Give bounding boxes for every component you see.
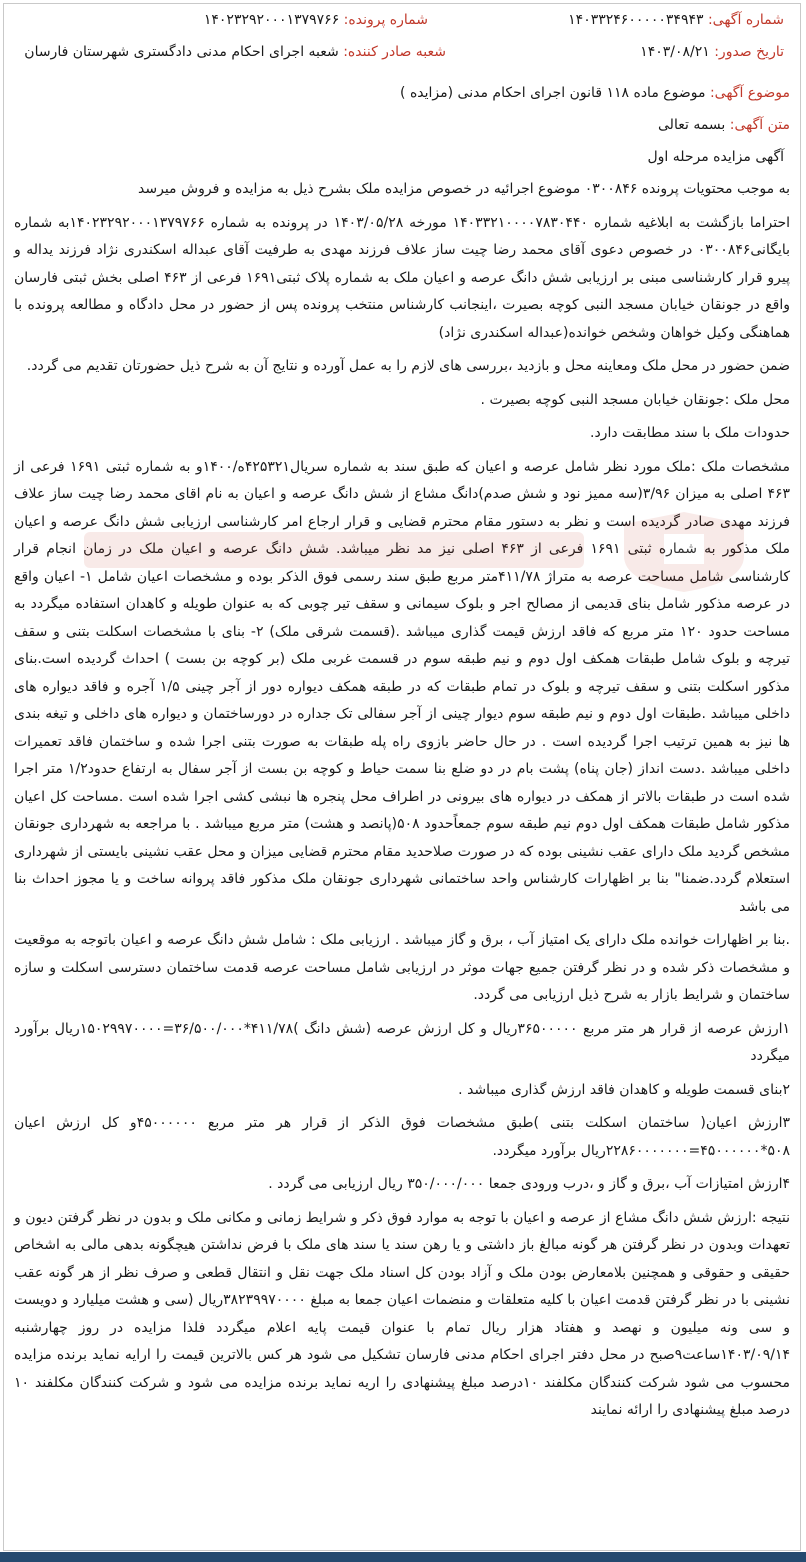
subject-value: موضوع ماده ۱۱۸ قانون اجرای احکام مدنی (مزایده ): [400, 85, 706, 101]
paragraph-inspection: ضمن حضور در محل ملک ومعاینه محل و بازدید ،بررسی های لازم را به عمل آورده و نتایج آن به شرح ذیل حضورتان تقدیم می گردد.: [26, 358, 790, 374]
issue-date: [640, 36, 784, 68]
issuer-value: شعبه اجرای احکام مدنی دادگستری شهرستان فارسان: [24, 44, 339, 60]
paragraph-utilities: ۴ارزش امتیازات آب ،برق و گاز و ،درب ورودی جمعا ۳۵۰/۰۰۰/۰۰۰ ریال ارزیابی می گردد .: [268, 1176, 790, 1192]
paragraph-stable: ۲بنای قسمت طویله و کاهدان فاقد ارزش گذاری میباشد .: [458, 1081, 790, 1098]
issuer-label: شعبه صادر کننده:: [343, 44, 446, 60]
header-row-1: [14, 4, 790, 36]
subject-label: موضوع آگهی:: [709, 85, 790, 101]
paragraph-boundaries: حدودات ملک با سند مطابقت دارد.: [590, 425, 790, 441]
bottom-bar: [0, 1552, 806, 1562]
notice-title: آگهی مزایده مرحله اول: [647, 149, 784, 165]
subject-line: [14, 80, 790, 106]
notice-content: [4, 4, 800, 1425]
header-row-2: [14, 36, 790, 68]
issue-date-label: تاریخ صدور:: [714, 44, 784, 60]
case-number: [204, 4, 428, 36]
paragraph-reference: احتراما بازگشت به ابلاغیه شماره ۱۴۰۳۳۲۱۰۰۰۰۷۸۳۰۴۴۰ مورخه ۱۴۰۳/۰۵/۲۸ در پرونده به شماره ۱۴۰۲۳۲۹۲۰۰۰۱۳۷۹۷۶۶به شماره بایگانی۰۳۰۰۸۴۶ در خصوص دعوی آقای محمد رضا چیت ساز علاف فرزند مهدی به طرفیت آقای عبداله اسکندری نژاد فرزند یداله و پیرو قرار کارشناسی مبنی بر ارزیابی شش دانگ عرصه و اعیان ملک به شماره پلاک ثبتی۱۶۹۱ فرعی از ۴۶۳ اصلی بخش ثبتی فارسان واقع در جونقان خیابان مسجد النبی کوچه بصیرت ،اینجانب کارشناس منتخب پرونده پس از حضور در محل دادگاه و مطالعه پرونده با هماهنگی وکیل خواهان وشخص خوانده(عبداله اسکندری نژاد): [14, 214, 790, 341]
issue-date-value: ۱۴۰۳/۰۸/۲۱: [640, 44, 710, 60]
body-intro-line: [14, 112, 790, 138]
notice-frame: [3, 3, 801, 1551]
case-number-value: ۱۴۰۲۳۲۹۲۰۰۰۱۳۷۹۷۶۶: [203, 12, 340, 28]
paragraph-intro: به موجب محتویات پرونده ۰۳۰۰۸۴۶ موضوع اجرائیه در خصوص مزایده ملک بشرح ذیل به مزایده و فروش میرسد: [138, 181, 790, 197]
body-intro-label: متن آگهی:: [729, 117, 790, 133]
paragraph-conclusion: نتیجه :ارزش شش دانگ مشاع از عرصه و اعیان با توجه به موارد فوق ذکر و شرایط زمانی و مکانی ملک و بدون در نظر گرفتن دیون و تعهدات وبدون در نظر گرفتن هر گونه مبالغ باز داشتی و یا رهن سند یا سند های ملک با فرض نداشتن هیچگونه بدهی مالی به اشخاص حقیقی و حقوقی و همچنین بلامعارض بودن ملک و آزاد بودن کل اسناد ملک جهت نقل و انتقال قطعی و صرف نظر از هر گونه عقب نشینی با در نظر گرفتن قدمت اعیان با کلیه متعلقات و منضمات اعیان جمعا به مبلغ ۳۸۲۳۹۹۷۰۰۰۰ریال (سی و هشت میلیارد و دویست و سی ونه میلیون و نهصد و هفتاد هزار ریال تمام با عنوان قیمت پایه اعلام میگردد فلذا مزایده در روز چهارشنبه ۱۴۰۳/۰۹/۱۴ساعت۹صبح در محل دفتر اجرای احکام مدنی فارسان تشکیل می شود هر کس بالاترین قیمت را ارایه نماید برنده مزایده محسوب می شود شرکت کنندگان مکلفند ۱۰درصد مبلغ پیشنهادی را اریه نماید برنده مزایده می شود و شرکت کنندگان مکلفند ۱۰ درصد مبلغ پیشنهادی را ارائه نمایند: [14, 1209, 790, 1418]
case-number-label: شماره پرونده:: [343, 12, 428, 28]
paragraph-land-value: ۱ارزش عرصه از قرار هر متر مربع ۳۶۵۰۰۰۰۰ریال و کل ارزش عرصه (شش دانگ )۴۱۱/۷۸*۳۶/۵۰۰/۰۰۰=۱۵۰۲۹۹۷۰۰۰۰ریال برآورد میگردد: [14, 1020, 791, 1064]
ad-number-value: ۱۴۰۳۳۲۴۶۰۰۰۰۰۳۴۹۴۳: [568, 12, 704, 28]
paragraph-specifications: مشخصات ملک :ملک مورد نظر شامل عرصه و اعیان که طبق سند به شماره سریال۴۲۵۳۲۱ه/۱۴۰۰و به شماره ثبتی ۱۶۹۱ فرعی از ۴۶۳ اصلی به میزان ۳/۹۶(سه ممیز نود و شش صدم)دانگ مشاع از شش دانگ عرصه و اعیان به نام اقای محمد رضا چیت ساز علاف فرزند مهدی صادر گردیده است و نظر به دستور مقام محترم قضایی و قرار ارجاع امر کارشناسی ارزیابی شش دانگ عرصه و اعیان ملک مذکور به شماره ثبتی ۱۶۹۱ فرعی از ۴۶۳ اصلی نیز مد نظر میباشد. شش دانگ عرصه و اعیان ملک در زمان انجام قرار کارشناسی شامل مساحت عرصه به متراژ ۴۱۱/۷۸متر مربع طبق سند رسمی فوق الذکر بوده و مشخصات اعیان شامل ۱- اعیان واقع در عرصه مذکور شامل بنای قدیمی از مصالح اجر و بلوک سیمانی و سقف تیر چوبی که به عنوان طویله و کاهدان استفاده میگردد به مساحت حدود ۱۲۰ متر مربع که فاقد ارزش قیمت گذاری میباشد .(قسمت شرقی ملک) ۲- بنای با مشخصات اسکلت بتنی و سقف تیرچه و بلوک شامل طبقات همکف اول دوم و نیم طبقه سوم در قسمت غربی ملک (بر کوچه بن بست ) احداث گردیده است.بنای مذکور اسکلت بتنی و سقف تیرچه و بلوک در تمام طبقات که در طبقه همکف دیواره دور از آجر چینی ۱/۵ آجره و فاقد دیواره های داخلی میباشد .طبقات اول دوم و نیم طبقه سوم دیوار چینی از آجر سفالی تک جداره در دورساختمان و دیواره های داخلی و تیغه بندی ها نیز به همین ترتیب اجرا گردیده است . در حال حاضر بازوی راه پله طبقات به صورت بتنی اجرا شده و ساختمان فاقد تعمیرات داخلی میباشد .دست انداز (جان پناه) پشت بام در دو ضلع بنا سمت حیاط و کوچه بن بست از آجر سفال به ارتفاع حدود۱/۲ متر اجرا شده است در طبقات بالاتر از همکف در دیواره های بیرونی در اطراف محل پنجره ها نبشی کشی اجرا شده است .مساحت کل اعیان مذکور شامل طبقات همکف اول دوم نیم طبقه سوم جمعاًحدود ۵۰۸(پانصد و هشت) متر مربع میباشد . با مراجعه به شهرداری جونقان مشخص گردید ملک دارای عقب نشینی بوده که در صورت صلاحدید مقام محترم قضایی میزان و محل عقب نشینی بایستی از شهرداری استعلام گردد.ضمنا" بنا بر اظهارات کارشناس واحد ساختمانی شهرداری جونقان ملک مذکور فاقد پروانه ساخت و یا مجوز احداث بنا می باشد: [14, 458, 791, 915]
paragraph-building-value: ۳ارزش اعیان( ساختمان اسکلت بتنی )طبق مشخصات فوق الذکر از قرار هر متر مربع ۴۵۰۰۰۰۰۰و کل ارزش اعیان ۵۰۸*۴۵۰۰۰۰۰۰=۲۲۸۶۰۰۰۰۰۰۰ریال برآورد میگردد.: [14, 1115, 790, 1159]
ad-number-label: شماره آگهی:: [707, 12, 784, 28]
paragraph-evaluation: .بنا بر اظهارات خوانده ملک دارای یک امتیاز آب ، برق و گاز میباشد . ارزیابی ملک : شامل شش دانگ عرصه و اعیان باتوجه به موقعیت و مشخصات ذکر شده و در نظر گرفتن جمیع جهات موثر در ارزیابی شامل مساحت عرصه قدمت ساختمان دسترسی اسکلت و سازه ساختمان و شرایط بازار به شرح ذیل ارزیابی می گردد.: [14, 932, 790, 1003]
issuer: [24, 36, 446, 68]
paragraph-location: محل ملک :جونقان خیابان مسجد النبی کوچه بصیرت .: [480, 391, 790, 408]
ad-number: [568, 4, 784, 36]
body-intro-value: بسمه تعالی: [658, 117, 726, 133]
